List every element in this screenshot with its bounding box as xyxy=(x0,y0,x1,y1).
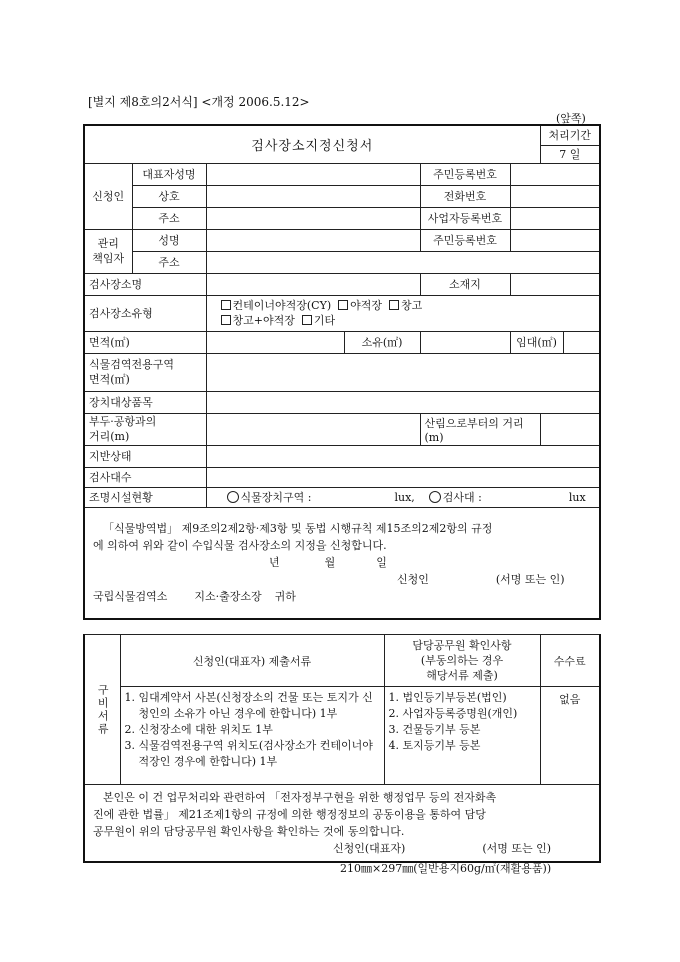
rep-name-label: 대표자성명 xyxy=(132,163,206,185)
lighting-values xyxy=(206,487,600,507)
plant-zone-label xyxy=(84,353,206,391)
paper-spec: 210㎜×297㎜(일반용지60g/㎡(재활용품)) xyxy=(340,862,552,875)
verify-docs-list xyxy=(384,687,540,785)
lighting-label: 조명시설현황 xyxy=(84,487,206,507)
port-distance-label xyxy=(84,413,206,445)
fee-value: 없음 xyxy=(540,687,600,785)
resident-no-label: 주민등록번호 xyxy=(420,163,510,185)
checkbox-warehouse-yard[interactable] xyxy=(221,315,231,325)
trade-name-field[interactable] xyxy=(206,185,420,207)
site-type-options xyxy=(206,295,600,331)
inspection-count-field[interactable] xyxy=(206,467,600,487)
location-label: 소재지 xyxy=(420,273,510,295)
verify-header-line3: 해당서류 제출) xyxy=(426,669,498,682)
site-name-field[interactable] xyxy=(206,273,420,295)
processing-period-value: 7 일 xyxy=(540,145,600,163)
recipient-branch: 지소·출장소장 xyxy=(194,590,262,604)
declaration-applicant: 신청인 xyxy=(397,573,429,587)
consent-line1: 본인은 이 건 업무처리와 관련하여 「전자정부구현을 위한 행정업무 등의 전자화촉 xyxy=(103,791,497,804)
site-type-label: 검사장소유형 xyxy=(84,295,206,331)
radio-plant-zone[interactable] xyxy=(227,491,239,503)
area-field[interactable] xyxy=(206,331,344,353)
declaration-block xyxy=(84,507,600,619)
verify-doc-item: 2. 사업자등록증명원(개인) xyxy=(388,707,518,720)
applicant-address-label: 주소 xyxy=(132,207,206,229)
ground-status-field[interactable] xyxy=(206,445,600,467)
option-cy: 컨테이너야적장(CY) xyxy=(232,299,332,312)
manager-name-label: 성명 xyxy=(132,229,206,251)
date-month: 월 xyxy=(324,556,336,570)
option-warehouse-yard: 창고+야적장 xyxy=(232,314,295,327)
plant-zone-field[interactable] xyxy=(206,353,600,391)
owned-area-label: 소유(㎡) xyxy=(344,331,420,353)
declaration-line2: 에 의하여 위와 같이 수입식물 검사장소의 지정을 신청합니다. xyxy=(93,539,387,553)
form-title: 검사장소지정신청서 xyxy=(84,125,540,163)
manager-group-label xyxy=(84,229,132,273)
trade-name-label: 상호 xyxy=(132,185,206,207)
checkbox-other[interactable] xyxy=(302,315,312,325)
forest-distance-field[interactable] xyxy=(540,413,600,445)
manager-resident-no-label: 주민등록번호 xyxy=(420,229,510,251)
verify-doc-item: 4. 토지등기부 등본 xyxy=(388,739,481,752)
leased-area-cell[interactable] xyxy=(510,331,600,353)
checkbox-cy[interactable] xyxy=(221,300,231,310)
location-field[interactable] xyxy=(510,273,600,295)
storage-items-label: 장치대상품목 xyxy=(84,391,206,413)
checkbox-yard[interactable] xyxy=(338,300,348,310)
option-warehouse: 창고 xyxy=(401,299,423,312)
application-form xyxy=(83,124,601,620)
plant-zone-label-line2: 면적(㎡) xyxy=(89,373,130,386)
applicant-address-field[interactable] xyxy=(206,207,420,229)
option-yard: 야적장 xyxy=(350,299,383,312)
page-side-label: (앞쪽) xyxy=(556,112,586,125)
recipient-addressee: 귀하 xyxy=(274,590,296,604)
verify-doc-item: 3. 건물등기부 등본 xyxy=(388,723,481,736)
date-year: 년 xyxy=(269,556,280,570)
verify-doc-item: 1. 법인등기부등본(법인) xyxy=(388,691,507,704)
manager-label-line2: 책임자 xyxy=(92,252,125,265)
rep-name-field[interactable] xyxy=(206,163,420,185)
area-label: 면적(㎡) xyxy=(84,331,206,353)
consent-block xyxy=(84,785,600,863)
documents-table xyxy=(83,634,601,863)
plant-zone-label-line1: 식물검역전용구역 xyxy=(89,358,175,371)
consent-line3: 공무원이 위의 담당공무원 확인사항을 확인하는 것에 동의합니다. xyxy=(93,825,405,838)
biz-reg-no-label: 사업자등록번호 xyxy=(420,207,510,229)
site-name-label: 검사장소명 xyxy=(84,273,206,295)
ground-status-label: 지반상태 xyxy=(84,445,206,467)
fee-header: 수수료 xyxy=(540,635,600,687)
inspection-count-label: 검사대수 xyxy=(84,467,206,487)
declaration-sign[interactable]: (서명 또는 인) xyxy=(495,573,565,587)
submit-docs-list xyxy=(120,687,384,785)
submit-doc-item: 3. 식물검역전용구역 위치도(검사장소가 컨테이너야적장인 경우에 한합니다) 1부 xyxy=(124,739,373,768)
biz-reg-no-field[interactable] xyxy=(510,207,600,229)
owned-area-field[interactable] xyxy=(420,331,510,353)
lighting-plant-unit: lux, xyxy=(394,491,415,504)
manager-label-line1: 관리 xyxy=(97,237,119,250)
processing-period-label: 처리기간 xyxy=(540,125,600,145)
forest-distance-label: 산림으로부터의 거리(m) xyxy=(420,413,540,445)
lighting-plant-label: 식물장치구역 : xyxy=(240,491,312,504)
checkbox-warehouse[interactable] xyxy=(389,300,399,310)
recipient-agency: 국립식물검역소 xyxy=(93,590,168,604)
submit-docs-header: 신청인(대표자) 제출서류 xyxy=(120,635,384,687)
verify-header-line1: 담당공무원 확인사항 xyxy=(412,639,512,652)
port-distance-label-line2: 거리(m) xyxy=(89,430,130,443)
applicant-group-label: 신청인 xyxy=(84,163,132,229)
form-reference: [별지 제8호의2서식] <개정 2006.5.12> xyxy=(88,95,310,109)
submit-doc-item: 2. 신청장소에 대한 위치도 1부 xyxy=(124,723,273,736)
verify-docs-header xyxy=(384,635,540,687)
consent-signer: 신청인(대표자) xyxy=(333,842,406,855)
option-other: 기타 xyxy=(313,314,336,327)
storage-items-field[interactable] xyxy=(206,391,600,413)
port-distance-label-line1: 부두·공항과의 xyxy=(89,415,157,428)
declaration-line1: 「식물방역법」 제9조의2제2항·제3항 및 동법 시행규칙 제15조의2제2항의 규정 xyxy=(103,522,493,536)
consent-sign[interactable]: (서명 또는 인) xyxy=(482,842,552,855)
documents-side-label: 구비서류 xyxy=(84,635,120,785)
manager-resident-no-field[interactable] xyxy=(510,229,600,251)
verify-header-line2: (부동의하는 경우 xyxy=(420,654,504,667)
submit-doc-item: 1. 임대계약서 사본(신청장소의 건물 또는 토지가 신청인의 소유가 아닌 경우에 한합니다) 1부 xyxy=(124,691,373,720)
phone-label: 전화번호 xyxy=(420,185,510,207)
phone-field[interactable] xyxy=(510,185,600,207)
port-distance-field[interactable] xyxy=(206,413,420,445)
manager-address-field[interactable] xyxy=(206,251,600,273)
radio-inspection-table[interactable] xyxy=(429,491,441,503)
lighting-inspect-label: 검사대 : xyxy=(442,491,482,504)
consent-line2: 진에 관한 법률」 제21조제1항의 규정에 의한 행정정보의 공동이용을 통하여 담당 xyxy=(93,808,486,821)
leased-area-label: 임대(㎡) xyxy=(511,332,564,353)
date-day: 일 xyxy=(376,556,387,570)
resident-no-field[interactable] xyxy=(510,163,600,185)
manager-address-label: 주소 xyxy=(132,251,206,273)
manager-name-field[interactable] xyxy=(206,229,420,251)
lighting-inspect-unit: lux xyxy=(568,491,586,504)
